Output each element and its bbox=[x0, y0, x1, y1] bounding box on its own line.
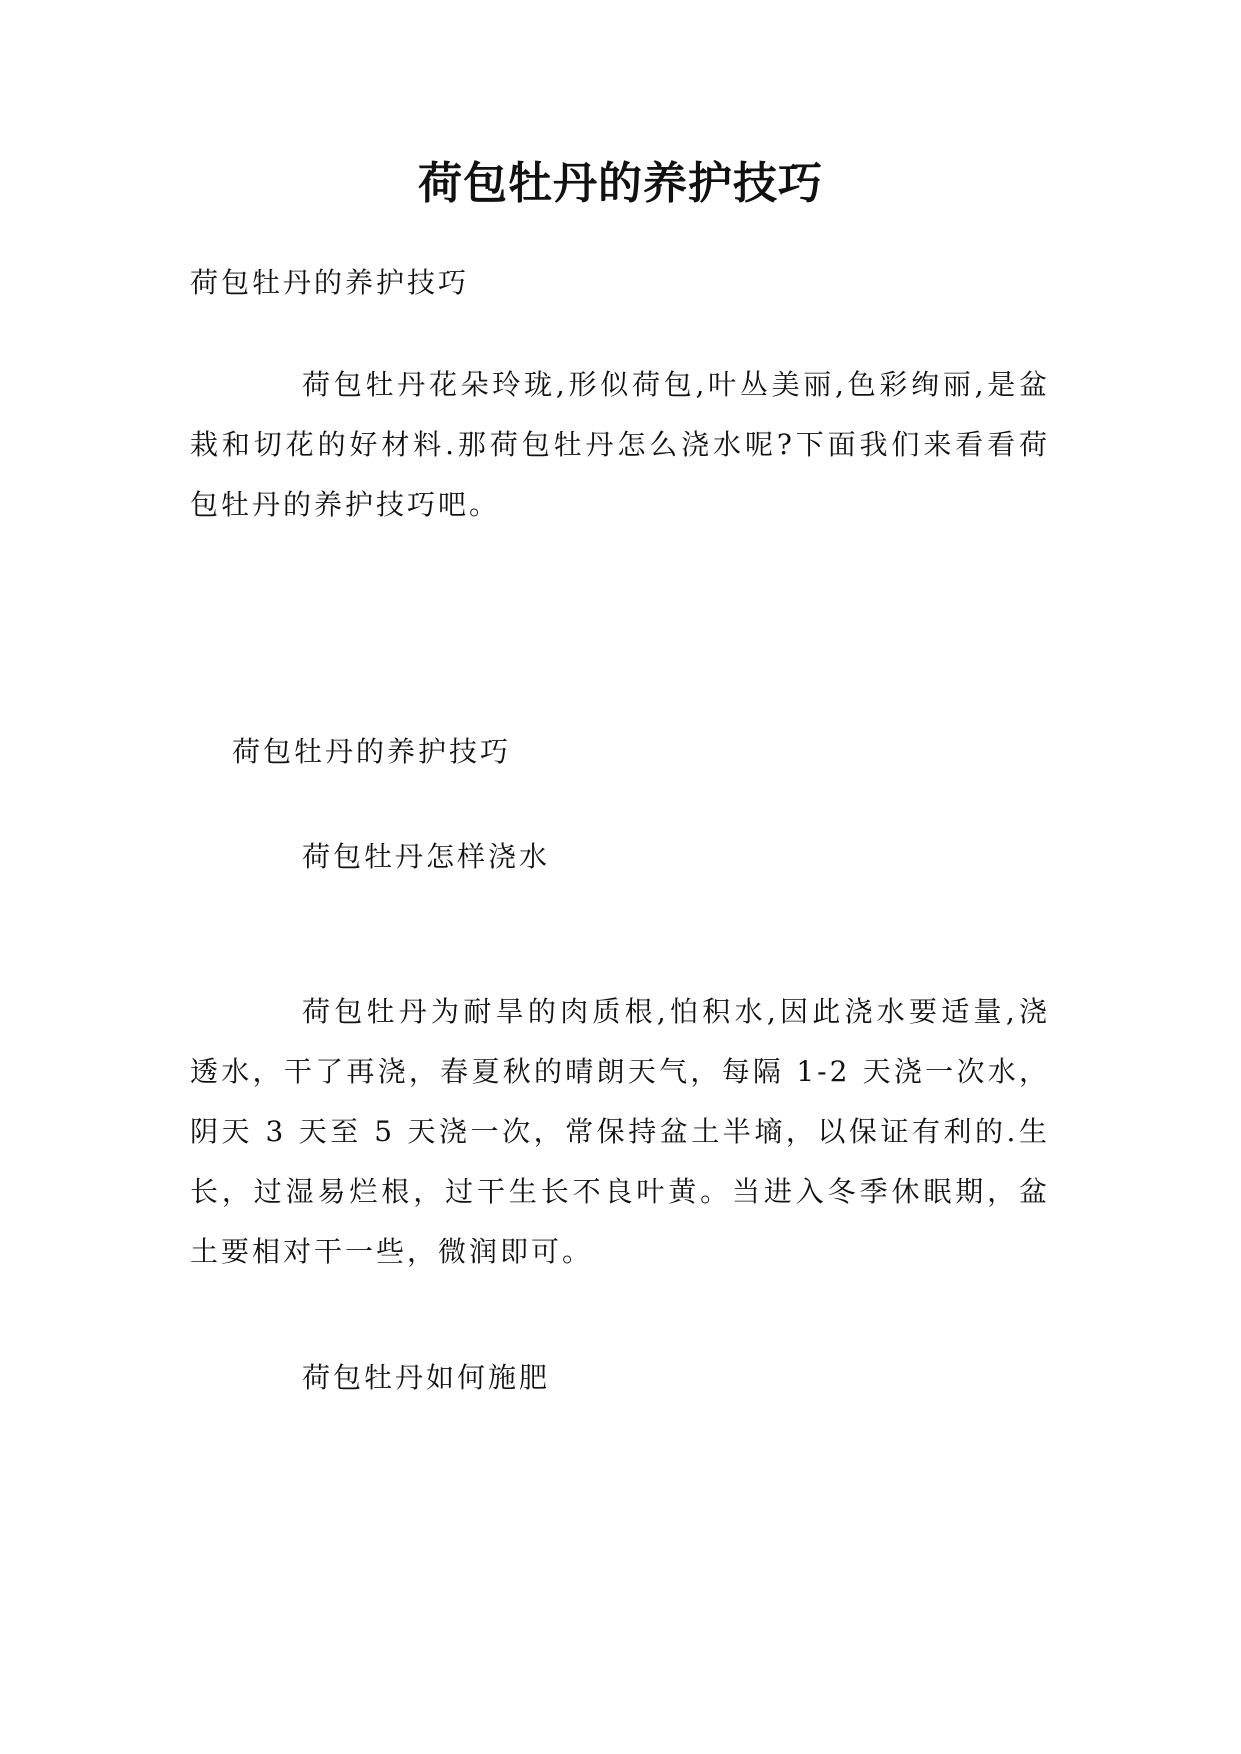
fertilizing-heading: 荷包牡丹如何施肥 bbox=[302, 1361, 551, 1394]
document-title: 荷包牡丹的养护技巧 bbox=[418, 158, 823, 209]
intro-paragraph: 荷包牡丹花朵玲珑,形似荷包,叶丛美丽,色彩绚丽,是盆栽和切花的好材料.那荷包牡丹怎么浇水呢?下面我们来看看荷包牡丹的养护技巧吧。 bbox=[190, 368, 1050, 521]
watering-paragraph: 荷包牡丹为耐旱的肉质根,怕积水,因此浇水要适量,浇透水，干了再浇，春夏秋的晴朗天气，每隔 1-2 天浇一次水，阴天 3 天至 5 天浇一次，常保持盆土半墒，以保证有利的.生长，过湿易烂根，过干生长不良叶黄。当进入冬季休眠期，盆土要相对干一些，微润即可。 bbox=[190, 995, 1050, 1268]
document-subtitle: 荷包牡丹的养护技巧 bbox=[190, 266, 470, 299]
watering-heading: 荷包牡丹怎样浇水 bbox=[302, 840, 551, 873]
section-heading: 荷包牡丹的养护技巧 bbox=[232, 735, 512, 768]
